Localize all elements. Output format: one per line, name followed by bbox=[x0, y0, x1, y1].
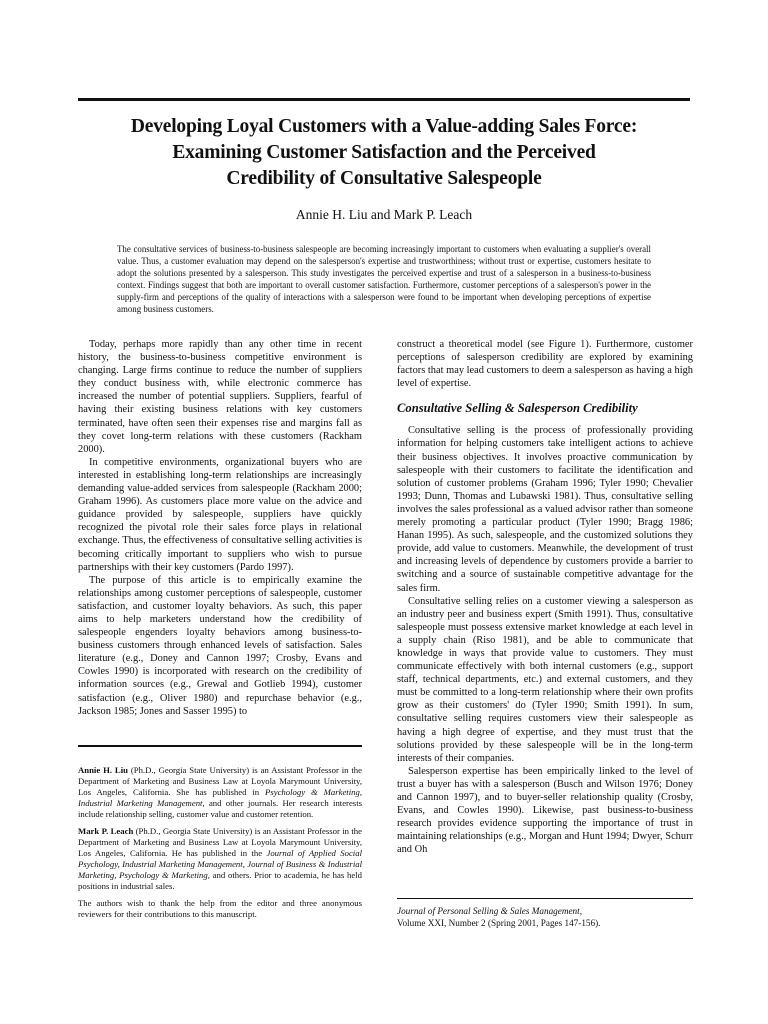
body-paragraph: Today, perhaps more rapidly than any other time in recent history, the business-to-business competitive environment is changing. Large firms continue to reduce the number of suppliers they conduct business with, while electronic commerce has increased the number of potential suppliers. Suppliers, fearful of having their existing business relations with key customers terminated, have often seen their expenses rise and margins fall as they covet long-term relations with these customers (Rackham 2000). bbox=[78, 339, 362, 455]
author-bio-journals: Psychology & Marketing, Industrial Marketing Management, bbox=[78, 787, 362, 808]
body-paragraph: Salesperson expertise has been empirically linked to the level of trust a buyer has with a salesperson (Busch and Wilson 1976; Doney and Cannon 1997), and to buyer-seller relationship quality (Crosby, Evans, and Cowles 1990). Likewise, past business-to-business research provides evidence supporting the importance of trust in maintaining relationships (e.g., Morgan and Hunt 1994; Dwyer, Schurr and Oh bbox=[397, 765, 693, 856]
author-bio-text: (Ph.D., Georgia State University) is an Assistant Professor in the Department of Marketing and Business Law at Loyola Marymount University, Los Angeles, California. She has published in bbox=[78, 765, 362, 797]
title-line: Developing Loyal Customers with a Value-adding Sales Force: bbox=[130, 116, 638, 137]
right-column bbox=[397, 338, 693, 856]
author-line: Annie H. Liu and Mark P. Leach bbox=[295, 207, 473, 222]
acknowledgment: The authors wish to thank the help from the editor and three anonymous reviewers for their contributions to this manuscript. bbox=[78, 898, 362, 919]
body-paragraph: construct a theoretical model (see Figure 1). Furthermore, customer perceptions of salesperson credibility are explored by examining factors that may lead customers to deem a salesperson as having a high level of expertise. bbox=[397, 339, 693, 390]
footnote-rule bbox=[78, 745, 362, 747]
journal-citation bbox=[397, 906, 693, 929]
author-bio bbox=[78, 765, 362, 820]
journal-issue: Volume XXI, Number 2 (Spring 2001, Pages 147-156). bbox=[397, 917, 601, 928]
title-line: Examining Customer Satisfaction and the Perceived bbox=[172, 142, 596, 163]
body-paragraph: Consultative selling is the process of professionally providing information for helping customers take intelligent actions to achieve their business objectives. It involves proactive communication by salespeople with their customers to facilitate the identification and solution of customer problems (Graham 1996; Tyler 1990; Chevalier 1993; Dunn, Thomas and Lubawski 1981). Thus, consultative selling involves the sales professional as a valued advisor rather than someone merely promoting a particular product (Tyler 1990; Bragg 1986; Hanan 1995). As such, salespeople, and the customized solutions they provide, add value to customers. Meanwhile, the development of trust and increasing levels of dependence by customers provide a barrier to switching and a source of sustainable competitive advantage for the sales firm. bbox=[397, 425, 693, 594]
author-bio-name: Annie H. Liu bbox=[78, 765, 128, 775]
author-bio-name: Mark P. Leach bbox=[78, 826, 134, 836]
body-paragraph: In competitive environments, organizational buyers who are interested in establishing long-term relationships are increasingly demanding value-added services from salespeople (Rackham 2000; Graham 1996). As customers place more value on the advice and guidance provided by salespeople, suppliers have quickly recognized the pivotal role their sales force plays in relational exchange. Thus, the effectiveness of consultative selling activities is becoming critically important to suppliers who wish to pursue partnerships with their key customers (Pardo 1997). bbox=[78, 456, 362, 573]
article-title bbox=[60, 114, 708, 192]
journal-rule bbox=[397, 898, 693, 899]
journal-name: Journal of Personal Selling & Sales Management, bbox=[397, 906, 583, 916]
author-bio-journals: Journal of Applied Social Psychology, Industrial Marketing Management, Journal of Business & Industrial Marketing, Psychology & Marketing, bbox=[78, 848, 362, 880]
top-rule bbox=[78, 98, 690, 101]
title-line: Credibility of Consultative Salespeople bbox=[226, 168, 542, 189]
author-bio-text: and other journals. Her research interests include relationship selling, customer value and customer retention. bbox=[78, 798, 362, 819]
author-bio-text: and others. Prior to academia, he has held positions in industrial sales. bbox=[78, 870, 362, 891]
body-paragraph: Consultative selling relies on a customer viewing a salesperson as an industry peer and business expert (Smith 1991). Thus, consultative salespeople must possess extensive market knowledge at each level in a supply chain (Riso 1981), and be able to communicate that knowledge in ways that provide value to customers. They must communicate effectively with both internal customers (e.g., support staff, technical departments, etc.) and external customers, and they must be committed to a long-term relationship where their own profits grow as their customers' do (Tyler 1990; Smith 1991). In sum, consultative selling requires customers view their salespeople as having a high degree of expertise, and they must trust that the solutions provided by these salespeople will be in the long-term interests of their companies. bbox=[397, 595, 693, 764]
section-heading: Consultative Selling & Salesperson Credibility bbox=[397, 401, 638, 416]
abstract: The consultative services of business-to-business salespeople are becoming increasingly important to customers when evaluating a supplier's overall value. Thus, a customer evaluation may depend on the salesperson's expertise and trustworthiness; without trust or expertise, customers hesitate to adopt the solutions presented by a salesperson. This study investigates the perceived expertise and trust of a salesperson in a business-to-business context. Findings suggest that both are important to overall customer satisfaction. Furthermore, customer perceptions of a salesperson's power in the supply-firm and perceptions of the quality of interactions with a salesperson were found to be important when developing perceptions of expertise among business customers. bbox=[117, 244, 651, 314]
body-paragraph: The purpose of this article is to empirically examine the relationships among customer perceptions of salespeople, customer satisfaction, and customer loyalty behaviors. As such, this paper aims to help marketers understand how the credibility of salespeople engenders loyalty behaviors among business-to-business customers through enhanced levels of satisfaction. Sales literature (e.g., Doney and Cannon 1997; Crosby, Evans and Cowles 1990) is incorporated with research on the credibility of information sources (e.g., Grewal and Gotlieb 1994), customer satisfaction (e.g., Oliver 1980) and repurchase behavior (e.g., Jackson 1985; Jones and Sasser 1995) to bbox=[78, 574, 362, 717]
left-column bbox=[78, 338, 362, 718]
author-bio bbox=[78, 826, 362, 892]
author-bio-text: (Ph.D., Georgia State University) is an Assistant Professor in the Department of Marketing and Business Law at Loyola Marymount University, Los Angeles, California. He has published in the bbox=[78, 826, 362, 858]
author-footnotes bbox=[78, 765, 362, 926]
